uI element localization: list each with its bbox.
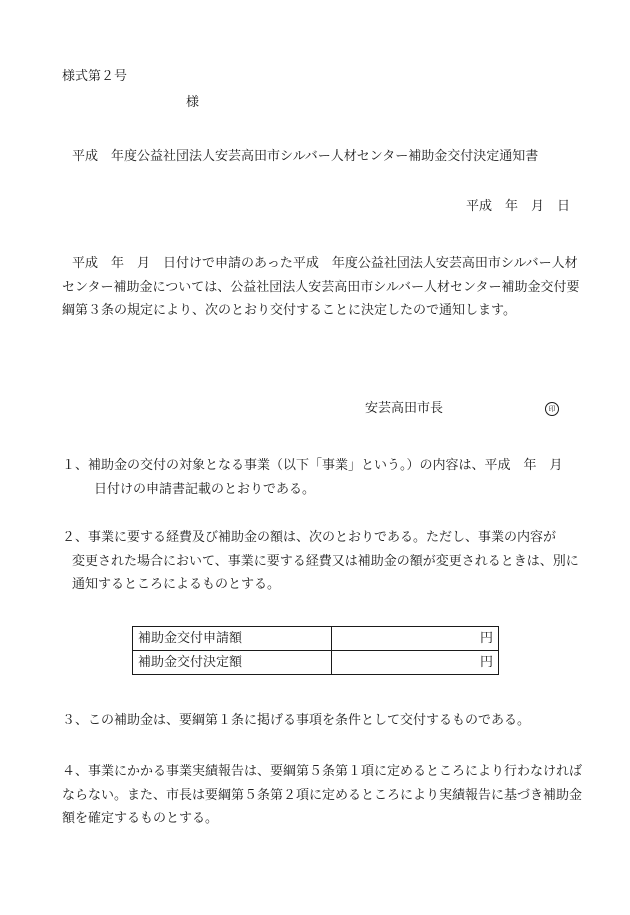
clause-4: ４、事業にかかる事業実績報告は、要綱第５条第１項に定めるところにより行わなければならない。また、市長は要綱第５条第２項に定めるところにより実績報告に基づき補助金額を確定するものとする。 <box>62 764 583 826</box>
clause-1-line-1: １、補助金の交付の対象となる事業（以下「事業」という。）の内容は、平成 年 月 <box>62 458 563 473</box>
table-row <box>133 651 499 675</box>
clause-2 <box>62 526 582 597</box>
addressee-label: 様 <box>186 95 200 110</box>
seal-stamp: 印 <box>545 402 559 416</box>
clause-2-line-1: ２、事業に要する経費及び補助金の額は、次のとおりである。ただし、事業の内容が <box>62 530 557 545</box>
sender-name: 安芸高田市長 <box>365 401 444 416</box>
decision-amount-value: 円 <box>332 651 499 675</box>
clause-1 <box>62 454 582 501</box>
issue-date: 平成 年 月 日 <box>466 199 571 214</box>
body-paragraph: 平成 年 月 日付けで申請のあった平成 年度公益社団法人安芸高田市シルバー人材センター補助金については、公益社団法人安芸高田市シルバー人材センター補助金交付要綱第３条の規定により、次のとおり交付することに決定したので通知します。 <box>62 256 580 318</box>
application-amount-value: 円 <box>332 627 499 651</box>
clause-2-continuation: 変更された場合において、事業に要する経費又は補助金の額が変更されるときは、別に通知するところによるものとする。 <box>72 553 579 592</box>
decision-amount-label: 補助金交付決定額 <box>133 651 332 675</box>
form-number: 様式第２号 <box>62 69 128 84</box>
table-row <box>133 627 499 651</box>
application-amount-label: 補助金交付申請額 <box>133 627 332 651</box>
document-title: 平成 年度公益社団法人安芸高田市シルバー人材センター補助金交付決定通知書 <box>72 149 539 164</box>
clause-1-line-2: 日付けの申請書記載のとおりである。 <box>94 481 316 497</box>
clause-3: ３、この補助金は、要綱第１条に掲げる事項を条件として交付するものである。 <box>62 713 531 728</box>
amount-table <box>132 626 499 675</box>
